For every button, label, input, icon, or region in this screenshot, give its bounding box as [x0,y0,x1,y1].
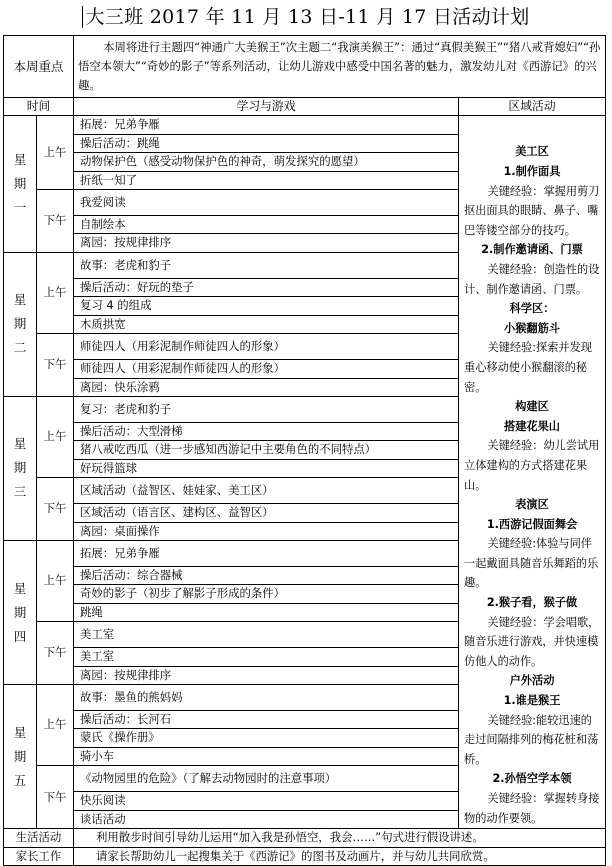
parent-row [4,847,606,865]
area-art-title: 美工区 [515,145,549,159]
activity-cell: 蒙氏《操作册》 [74,729,459,747]
life-row [4,829,606,847]
area-art-1-title: 1.制作面具 [503,165,561,178]
activity-cell: 操后活动：综合器械 [74,567,459,585]
activity-cell: 故事：墨鱼的熊妈妈 [74,685,459,711]
activity-cell: 折纸一知了 [74,171,459,189]
parent-text: 请家长帮助幼儿一起搜集关于《西游记》的图书及动画片，并与幼儿共同欣赏。 [74,847,606,865]
area-perf-title: 表演区 [515,498,549,512]
life-label: 生活活动 [4,829,74,847]
activity-cell: 《动物园里的危险》（了解去动物园时的注意事项） [74,766,459,792]
area-out-1-title: 1.谁是猴王 [503,694,561,708]
activity-cell: 美工室 [74,622,459,648]
period-label: 上午 [37,540,74,621]
period-label: 下午 [37,334,74,397]
activity-cell: 离园：快乐涂鸦 [74,378,459,396]
activity-cell: 猪八戒吃西瓜（进一步感知西游记中主要角色的不同特点） [74,441,459,459]
area-build-1-title: 搭建花果山 [504,419,560,433]
period-label: 下午 [37,190,74,253]
period-label: 下午 [37,478,74,541]
activity-cell: 师徒四人（用彩泥制作师徒四人的形象） [74,334,459,360]
period-label: 上午 [37,685,74,766]
area-out-1-text: 关键经验:能较迅速的走过间隔排列的梅花桩和荡桥。 [464,713,599,766]
activity-cell: 操后活动：大型滑梯 [74,422,459,440]
area-perf-1-title: 1.西游记假面舞会 [486,517,578,531]
table-row [4,116,606,134]
activity-cell: 操后活动：跳绳 [74,134,459,152]
activity-cell: 区域活动（益智区、娃娃家、美工区） [74,478,459,504]
activity-cell: 离园：桌面操作 [74,522,459,540]
activity-cell: 木质拱宽 [74,315,459,333]
activity-cell: 自制绘本 [74,216,459,234]
activity-cell: 骑小车 [74,747,459,765]
activity-cell: 快乐阅读 [74,792,459,810]
area-art-2-text: 关键经验：创造性的设计、制作邀请函、门票。 [464,262,600,296]
area-sci-title: 科学区： [509,302,555,316]
area-art-2-title: 2.制作邀请函、门票 [481,243,583,257]
header-area: 区域活动 [459,98,606,116]
period-label: 下午 [37,622,74,685]
period-label: 上午 [37,116,74,190]
activity-cell: 复习 4 的组成 [74,297,459,315]
activity-cell: 故事：老虎和豹子 [74,252,459,278]
area-perf-1-text: 关键经验:体验与同伴一起戴面具随音乐舞蹈的乐趣。 [464,537,599,590]
area-perf-2-title: 2.猴子看，猴子做 [486,596,578,610]
activity-cell: 师徒四人（用彩泥制作师徒四人的形象） [74,360,459,378]
page-title: 大三班 2017 年 11 月 13 日-11 月 17 日活动计划 [0,4,612,30]
area-perf-2-text: 关键经验：学会唱歌，随音乐进行游戏，并快速模仿他人的动作。 [464,615,600,668]
focus-row [4,36,606,98]
activity-cell: 复习：老虎和豹子 [74,396,459,422]
life-text: 利用散步时间引导幼儿运用“加入我是孙悟空，我会……”句式进行假设讲述。 [74,829,606,847]
activity-cell: 我爱阅读 [74,190,459,216]
area-activities [459,116,606,829]
area-art-1-text: 关键经验：掌握用剪刀抠出面具的眼睛、鼻子、嘴巴等镂空部分的技巧。 [464,184,600,237]
activity-cell: 动物保护色（感受动物保护色的神奇，萌发探究的愿望） [74,153,459,171]
area-out-title: 户外活动 [509,674,555,688]
day-label: 星期一 [4,116,37,252]
activity-cell: 跳绳 [74,603,459,621]
day-label: 星期三 [4,396,37,540]
activity-cell: 谈话活动 [74,810,459,828]
parent-label: 家长工作 [4,847,74,865]
area-out-2-text: 关键经验：掌握转身接物的动作要领。 [464,792,600,825]
day-label: 星期五 [4,685,37,829]
period-label: 下午 [37,766,74,829]
area-build-1-text: 关键经验：幼儿尝试用立体建构的方式搭建花果山。 [464,439,600,492]
day-label: 星期二 [4,252,37,396]
activity-cell: 操后活动：好玩的垫子 [74,278,459,296]
focus-text: 本周将进行主题四“神通广大美猴王”次主题二“我演美猴王”：通过“真假美猴王”“猪八戒背媳妇”“孙悟空本领大”“奇妙的影子”等系列活动，让幼儿游戏中感受中国名著的魅力，激发幼儿对《西游记》的兴趣。 [74,36,606,98]
activity-cell: 操后活动：长河石 [74,711,459,729]
plan-table [3,35,606,866]
activity-cell: 区域活动（语言区、建构区、益智区） [74,504,459,522]
activity-cell: 离园：按规律排序 [74,234,459,252]
focus-label: 本周重点 [4,36,74,98]
activity-cell: 奇妙的影子（初步了解影子形成的条件） [74,585,459,603]
header-learning: 学习与游戏 [74,98,459,116]
area-sci-1-title: 小猴翻筋斗 [504,321,560,335]
activity-cell: 拓展：兄弟争雁 [74,540,459,566]
area-build-title: 构建区 [515,400,549,414]
header-row [4,98,606,116]
activity-cell: 美工室 [74,648,459,666]
activity-cell: 离园：按规律排序 [74,666,459,684]
activity-cell: 好玩得篮球 [74,459,459,477]
area-out-2-title: 2.孙悟空学本领 [492,772,572,786]
day-label: 星期四 [4,540,37,684]
activity-cell: 拓展：兄弟争雁 [74,116,459,134]
period-label: 上午 [37,252,74,333]
area-sci-1-text: 关键经验:探索并发现重心移动使小猴翻滚的秘密。 [464,341,592,394]
period-label: 上午 [37,396,74,477]
header-time: 时间 [4,98,74,116]
